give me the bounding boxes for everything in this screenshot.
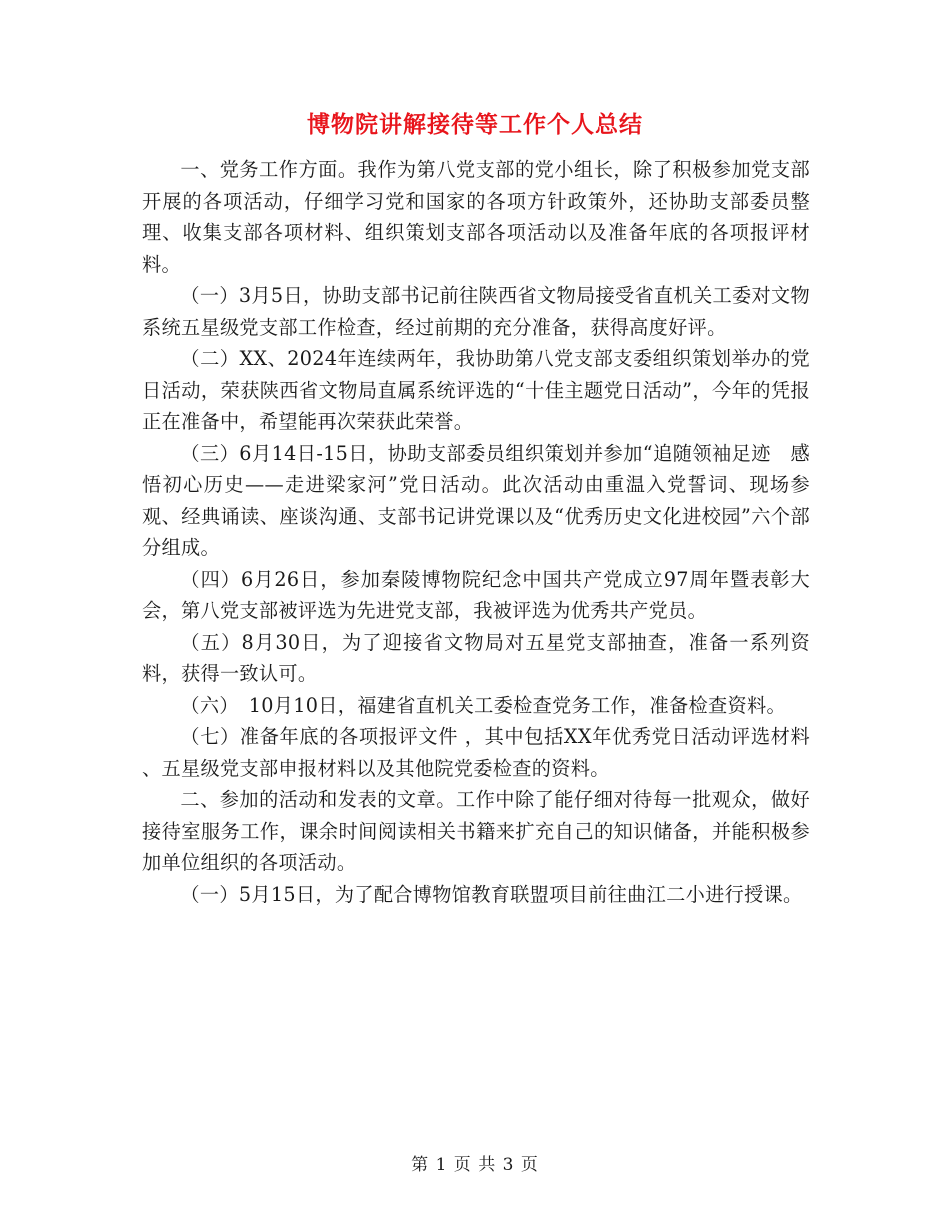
document-body — [142, 154, 810, 910]
paragraph-item-3: （三）6月14日-15日，协助支部委员组织策划并参加“追随领袖足迹 感悟初心历史——走进梁家河”党日活动。此次活动由重温入党誓词、现场参观、经典诵读、座谈沟通、支部书记讲党课以及“优秀历史文化进校园”六个部分组成。 — [142, 441, 810, 559]
paragraph-activity-1: （一）5月15日，为了配合博物馆教育联盟项目前往曲江二小进行授课。 — [180, 882, 803, 906]
paragraph-item-1: （一）3月5日，协助支部书记前往陕西省文物局接受省直机关工委对文物系统五星级党支部工作检查，经过前期的充分准备，获得高度好评。 — [142, 284, 810, 339]
paragraph-item-2: （二）XX、2024年连续两年，我协助第八党支部支委组织策划举办的党日活动，荣获陕西省文物局直属系统评选的“十佳主题党日活动”，今年的凭报正在准备中，希望能再次荣获此荣誉。 — [142, 347, 810, 433]
paragraph-party-work: 一、党务工作方面。我作为第八党支部的党小组长，除了积极参加党支部开展的各项活动，仔细学习党和国家的各项方针政策外，还协助支部委员整理、收集支部各项材料、组织策划支部各项活动以及准备年底的各项报评材料。 — [142, 158, 810, 276]
page-number-footer: 第 1 页 共 3 页 — [411, 1155, 539, 1175]
paragraph-item-5: （五）8月30日，为了迎接省文物局对五星党支部抽查，准备一系列资料，获得一致认可。 — [142, 630, 810, 685]
document-title: 博物院讲解接待等工作个人总结 — [307, 111, 643, 138]
paragraph-item-7: （七）准备年底的各项报评文件 ，其中包括XX年优秀党日活动评选材料 、五星级党支部申报材料以及其他院党委检查的资料。 — [142, 725, 810, 780]
paragraph-item-4: （四）6月26日，参加秦陵博物院纪念中国共产党成立97周年暨表彰大会，第八党支部被评选为先进党支部，我被评选为优秀共产党员。 — [142, 567, 810, 622]
paragraph-item-6: （六） 10月10日，福建省直机关工委检查党务工作，准备检查资料。 — [180, 693, 786, 717]
paragraph-activities: 二、参加的活动和发表的文章。工作中除了能仔细对待每一批观众，做好接待室服务工作，课余时间阅读相关书籍来扩充自己的知识储备，并能积极参加单位组织的各项活动。 — [142, 788, 810, 874]
